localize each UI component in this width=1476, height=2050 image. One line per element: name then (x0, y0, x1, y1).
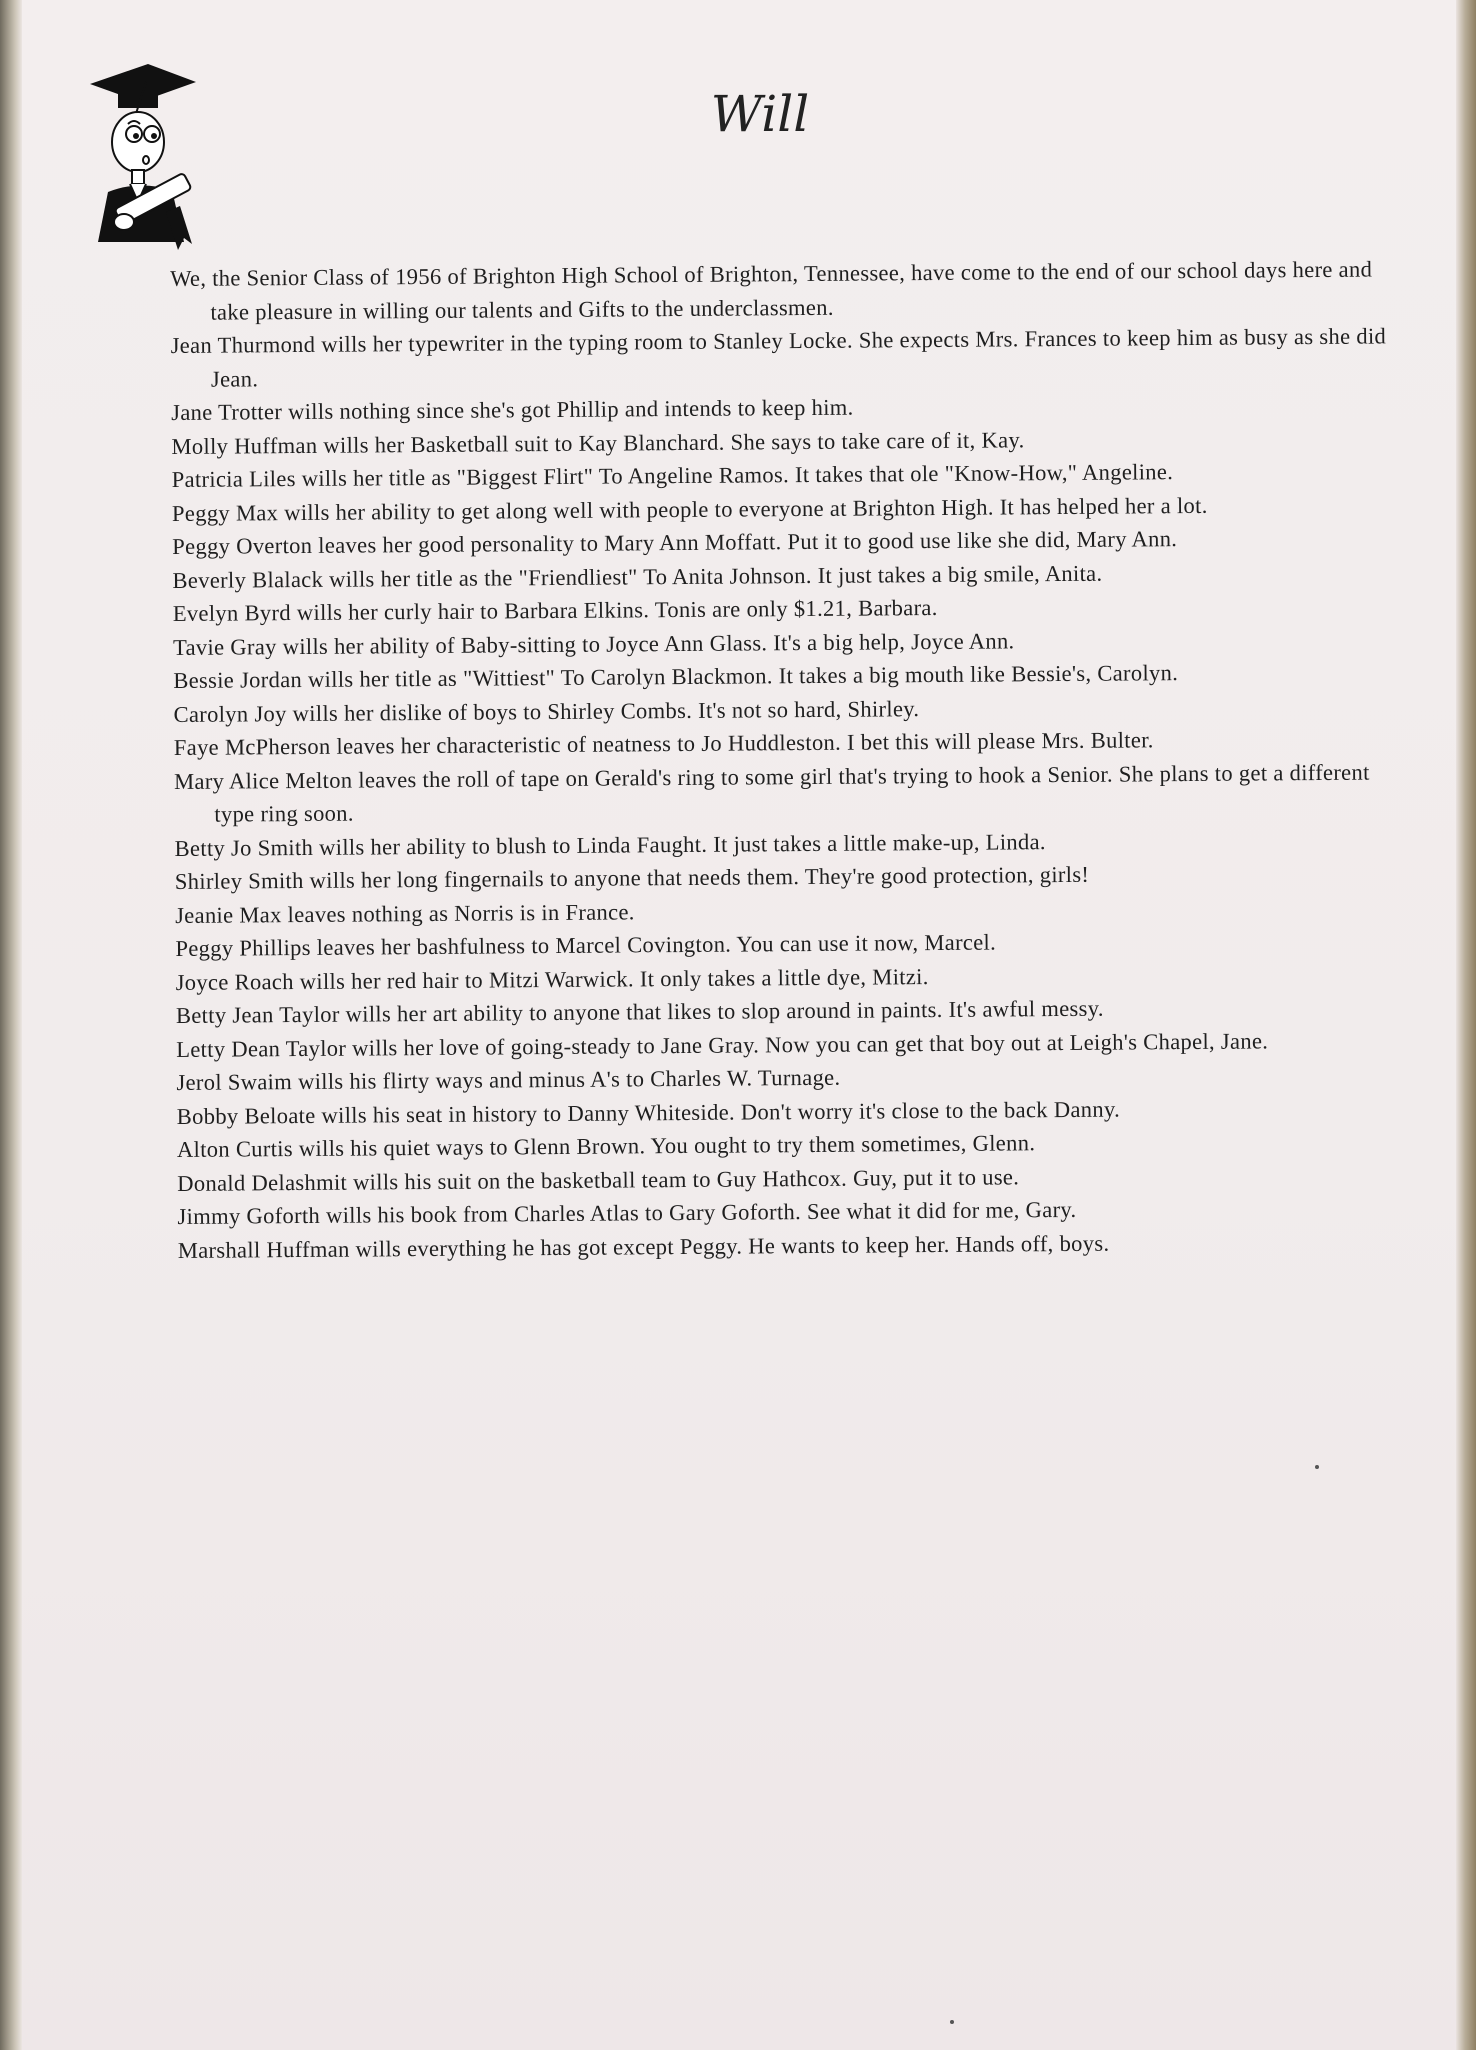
will-entry: We, the Senior Class of 1956 of Brighton High School of Brighton, Tennessee, have come to the end of our school days here and take pleasure in willing our talents and Gifts to the underclassmen. (170, 256, 1373, 325)
will-entry: Jane Trotter wills nothing since she's got Phillip and intends to keep him. (171, 394, 854, 425)
will-entry: Jerol Swaim wills his flirty ways and minus A's to Charles W. Turnage. (176, 1064, 841, 1095)
will-entry: Beverly Blalack wills her title as the "Friendliest" To Anita Johnson. It just takes a big smile, Anita. (172, 560, 1103, 593)
will-entry: Tavie Gray wills her ability of Baby-sitting to Joyce Ann Glass. It's a big help, Joyce Ann. (172, 627, 1015, 660)
will-entry: Marshall Huffman wills everything he has got except Peggy. He wants to keep her. Hands off, boys. (177, 1230, 1110, 1263)
will-entry: Donald Delashmit wills his suit on the basketball team to Guy Hathcox. Guy, put it to use. (177, 1163, 1020, 1196)
will-entry: Shirley Smith wills her long fingernails to anyone that needs them. They're good protection, girls! (174, 861, 1090, 894)
will-entry: Peggy Phillips leaves her bashfulness to Marcel Covington. You can use it now, Marcel. (175, 929, 997, 961)
will-entry: Jean Thurmond wills her typewriter in the typing room to Stanley Locke. She expects Mrs. Frances to keep him as busy as she did Jean. (170, 323, 1387, 392)
page-title: Will (710, 85, 810, 143)
will-entry: Mary Alice Melton leaves the roll of tape on Gerald's ring to some girl that's trying to hook a Senior. She plans to get a different type ring soon. (173, 759, 1370, 827)
paper-speck (950, 2020, 954, 2024)
will-entries (170, 252, 1398, 1267)
will-entry: Peggy Overton leaves her good personality to Mary Ann Moffatt. Put it to good use like she did, Mary Ann. (172, 526, 1178, 559)
will-entry: Faye McPherson leaves her characteristic of neatness to Jo Huddleston. I bet this will please Mrs. Bulter. (173, 727, 1154, 760)
will-entry: Peggy Max wills her ability to get along well with people to everyone at Brighton High. It has helped her a lot. (171, 492, 1208, 526)
will-entry: Betty Jean Taylor wills her art ability to anyone that likes to slop around in paints. It's awful messy. (175, 995, 1104, 1028)
will-entry: Bobby Beloate wills his seat in history to Danny Whiteside. Don't worry it's close to the back Danny. (176, 1096, 1121, 1129)
will-entry: Evelyn Byrd wills her curly hair to Barbara Elkins. Tonis are only $1.21, Barbara. (172, 594, 938, 626)
paper-speck (1315, 1465, 1319, 1469)
will-entry: Betty Jo Smith wills her ability to blush to Linda Faught. It just takes a little make-up, Linda. (174, 828, 1046, 861)
will-entry: Carolyn Joy wills her dislike of boys to Shirley Combs. It's not so hard, Shirley. (173, 695, 920, 727)
will-entry: Letty Dean Taylor wills her love of going-steady to Jane Gray. Now you can get that boy out at Leigh's Chapel, Jane. (176, 1027, 1269, 1062)
book-spine-edge (0, 0, 22, 2050)
graduate-with-diploma-icon (88, 62, 198, 262)
will-entry: Bessie Jordan wills her title as "Wittiest" To Carolyn Blackmon. It takes a big mouth like Bessie's, Carolyn. (173, 660, 1179, 693)
page-right-edge (1456, 0, 1476, 2050)
will-entry: Jimmy Goforth wills his book from Charles Atlas to Gary Goforth. See what it did for me, Gary. (177, 1196, 1077, 1229)
will-entry: Patricia Liles wills her title as "Biggest Flirt" To Angeline Ramos. It takes that ole "Know-How," Angeline. (171, 459, 1174, 492)
will-entry: Molly Huffman wills her Basketball suit to Kay Blanchard. She says to take care of it, Kay. (171, 426, 1025, 459)
will-entry: Joyce Roach wills her red hair to Mitzi Warwick. It only takes a little dye, Mitzi. (175, 963, 929, 995)
will-entry: Jeanie Max leaves nothing as Norris is in France. (175, 898, 635, 928)
will-entry: Alton Curtis wills his quiet ways to Glenn Brown. You ought to try them sometimes, Glenn. (176, 1130, 1036, 1162)
